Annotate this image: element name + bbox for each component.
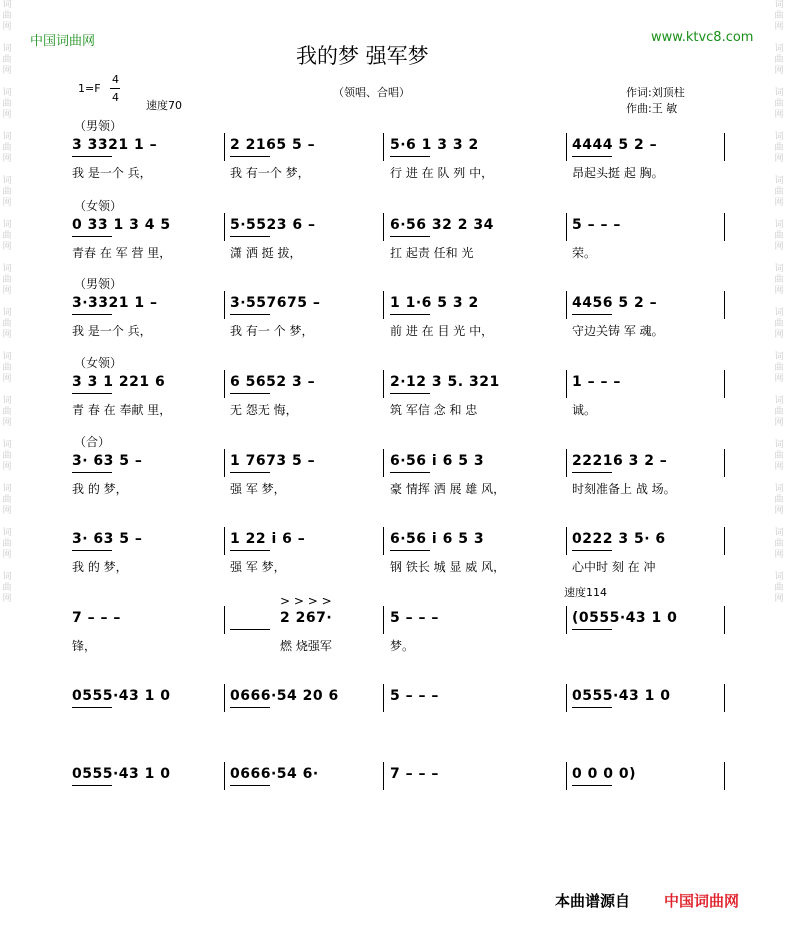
key-signature: 1=F	[78, 82, 101, 95]
measure-lyrics: 行 进 在 队 列 中，	[390, 166, 494, 180]
barline	[724, 762, 725, 790]
measure-notes: 3·557675 –	[230, 295, 321, 311]
measure-notes: 22216 3 2 –	[572, 453, 668, 469]
measure-notes: (0555·43 1 0	[572, 610, 678, 626]
note-beam	[230, 550, 270, 551]
measure-notes: 2 2165 5 –	[230, 137, 316, 153]
measure-notes: 0222 3 5· 6	[572, 531, 666, 547]
measure-notes: 5·5523 6 –	[230, 217, 316, 233]
part-label: （男领）	[74, 277, 123, 291]
measure-lyrics: 守边关铸 军 魂。	[572, 324, 664, 338]
note-beam	[72, 785, 112, 786]
part-label: （女领）	[74, 356, 123, 370]
measure-lyrics: 我 是一个 兵，	[72, 166, 152, 180]
note-beam	[72, 314, 112, 315]
note-beam	[230, 314, 270, 315]
barline	[224, 449, 225, 477]
measure-lyrics: 青春 在 军 营 里，	[72, 246, 172, 260]
measure-lyrics: 我 有一 个 梦，	[230, 324, 314, 338]
barline	[566, 370, 567, 398]
note-beam	[72, 707, 112, 708]
measure-lyrics: 我 有一个 梦，	[230, 166, 310, 180]
barline	[383, 762, 384, 790]
barline	[383, 527, 384, 555]
measure-notes: 3·3321 1 –	[72, 295, 158, 311]
time-signature-bar	[110, 88, 120, 89]
note-beam	[72, 156, 112, 157]
barline	[566, 213, 567, 241]
measure-notes: 1 – – –	[572, 374, 621, 390]
barline	[224, 762, 225, 790]
measure-lyrics: 无 怨无 悔，	[230, 403, 298, 417]
note-beam	[230, 785, 270, 786]
site-url[interactable]: www.ktvc8.com	[651, 30, 754, 45]
measure-lyrics: 我 是一个 兵，	[72, 324, 152, 338]
barline	[224, 133, 225, 161]
barline	[224, 606, 225, 634]
measure-lyrics: 我 的 梦，	[72, 560, 128, 574]
barline	[724, 213, 725, 241]
measure-lyrics: 潇 洒 挺 拔，	[230, 246, 302, 260]
barline	[383, 291, 384, 319]
measure-lyrics: 强 军 梦，	[230, 560, 286, 574]
measure-notes: 0 33 1 3 4 5	[72, 217, 171, 233]
measure-notes: 6·56 i 6 5 3	[390, 453, 485, 469]
note-beam	[230, 156, 270, 157]
footer-source-label: 本曲谱源自	[555, 892, 631, 910]
note-beam	[572, 472, 612, 473]
barline	[383, 684, 384, 712]
barline	[566, 762, 567, 790]
note-beam	[72, 472, 112, 473]
measure-lyrics: 青 春 在 奉献 里，	[72, 403, 172, 417]
note-beam	[230, 629, 270, 630]
measure-notes: 0555·43 1 0	[572, 688, 671, 704]
measure-lyrics: 锋，	[72, 639, 97, 653]
barline	[724, 684, 725, 712]
barline	[383, 370, 384, 398]
left-margin-watermark: 词 曲 网 词 曲 网 词 曲 网 词 曲 网 词 曲 网 词 曲 网 词 曲 网 词 曲 网 词 曲 网 词 曲 网 词 曲 网 词 曲 网 词 曲 网 词 曲 网	[2, 0, 12, 604]
barline	[566, 291, 567, 319]
tempo-marking: 速度70	[146, 99, 182, 112]
measure-notes: 7 – – –	[390, 766, 439, 782]
part-label: （女领）	[74, 199, 123, 213]
measure-notes: 0666·54 6·	[230, 766, 319, 782]
note-beam	[72, 393, 112, 394]
lyricist-credit: 作词:刘顶柱	[626, 86, 685, 99]
note-beam	[572, 629, 612, 630]
measure-notes: 0555·43 1 0	[72, 766, 171, 782]
note-beam	[230, 707, 270, 708]
measure-lyrics: 时刻准备上 战 场。	[572, 482, 676, 496]
time-signature-bottom: 4	[112, 91, 119, 104]
measure-lyrics: 前 进 在 目 光 中，	[390, 324, 494, 338]
measure-notes: 0555·43 1 0	[72, 688, 171, 704]
measure-lyrics: 心中时 刻 在 冲	[572, 560, 656, 574]
barline	[566, 133, 567, 161]
barline	[566, 449, 567, 477]
measure-lyrics: 强 军 梦，	[230, 482, 286, 496]
measure-notes: 6·56 32 2 34	[390, 217, 494, 233]
measure-notes: 2·12 3 5. 321	[390, 374, 500, 390]
note-beam	[390, 550, 430, 551]
barline	[224, 527, 225, 555]
measure-lyrics: 筑 军信 念 和 忠	[390, 403, 478, 417]
part-label: （合）	[74, 435, 111, 449]
tempo-change: 速度114	[564, 586, 607, 599]
barline	[724, 606, 725, 634]
note-beam	[572, 550, 612, 551]
measure-notes: 0 0 0 0)	[572, 766, 636, 782]
note-beam	[390, 472, 430, 473]
measure-notes: 3 3 1 221 6	[72, 374, 166, 390]
measure-lyrics: 我 的 梦，	[72, 482, 128, 496]
barline	[383, 449, 384, 477]
barline	[566, 527, 567, 555]
barline	[566, 684, 567, 712]
measure-notes: 5 – – –	[390, 688, 439, 704]
note-beam	[390, 236, 430, 237]
barline	[383, 213, 384, 241]
measure-notes: 0666·54 20 6	[230, 688, 339, 704]
note-beam	[72, 236, 112, 237]
measure-notes: 6·56 i 6 5 3	[390, 531, 485, 547]
note-beam	[390, 314, 430, 315]
right-margin-watermark: 词 曲 网 词 曲 网 词 曲 网 词 曲 网 词 曲 网 词 曲 网 词 曲 网 词 曲 网 词 曲 网 词 曲 网 词 曲 网 词 曲 网 词 曲 网 词 曲 网	[774, 0, 784, 604]
measure-lyrics: 燃 烧强军	[280, 639, 332, 653]
score-title: 我的梦 强军梦	[296, 44, 429, 68]
measure-lyrics: 豪 情挥 洒 展 雄 风，	[390, 482, 506, 496]
note-beam	[390, 393, 430, 394]
barline	[724, 370, 725, 398]
note-beam	[572, 785, 612, 786]
note-beam	[390, 156, 430, 157]
barline	[224, 291, 225, 319]
note-beam	[572, 314, 612, 315]
note-beam	[572, 156, 612, 157]
measure-notes: 4444 5 2 –	[572, 137, 658, 153]
measure-notes: 1 1·6 5 3 2	[390, 295, 479, 311]
barline	[224, 684, 225, 712]
note-beam	[230, 472, 270, 473]
barline	[224, 370, 225, 398]
measure-notes: 2 267·	[280, 610, 333, 626]
measure-lyrics: 扛 起责 任和 光	[390, 246, 474, 260]
barline	[724, 291, 725, 319]
measure-notes: 3· 63 5 –	[72, 453, 143, 469]
barline	[724, 449, 725, 477]
time-signature-top: 4	[112, 73, 119, 86]
measure-notes: 7 – – –	[72, 610, 121, 626]
measure-notes: 5 – – –	[572, 217, 621, 233]
measure-notes: 5 – – –	[390, 610, 439, 626]
barline	[383, 606, 384, 634]
measure-lyrics: 昂起头挺 起 胸。	[572, 166, 664, 180]
note-beam	[230, 236, 270, 237]
measure-lyrics: 钢 铁长 城 显 威 风，	[390, 560, 506, 574]
measure-notes: 3· 63 5 –	[72, 531, 143, 547]
measure-notes: 1 22 i 6 –	[230, 531, 306, 547]
barline	[724, 133, 725, 161]
measure-notes: 6 5652 3 –	[230, 374, 316, 390]
note-beam	[72, 550, 112, 551]
measure-notes: 4456 5 2 –	[572, 295, 658, 311]
barline	[383, 133, 384, 161]
score-subtitle: （领唱、合唱）	[333, 86, 410, 99]
accent-marks: > > > >	[280, 594, 332, 608]
footer-source-site[interactable]: 中国词曲网	[664, 892, 740, 910]
note-beam	[230, 393, 270, 394]
measure-notes: 3 3321 1 –	[72, 137, 158, 153]
note-beam	[572, 707, 612, 708]
composer-credit: 作曲:王 敏	[626, 102, 678, 115]
barline	[566, 606, 567, 634]
measure-lyrics: 荣。	[572, 246, 597, 260]
measure-lyrics: 诚。	[572, 403, 597, 417]
barline	[224, 213, 225, 241]
site-name: 中国词曲网	[30, 34, 96, 49]
barline	[724, 527, 725, 555]
measure-lyrics: 梦。	[390, 639, 415, 653]
measure-notes: 5·6 1 3 3 2	[390, 137, 479, 153]
part-label: （男领）	[74, 119, 123, 133]
measure-notes: 1 7673 5 –	[230, 453, 316, 469]
